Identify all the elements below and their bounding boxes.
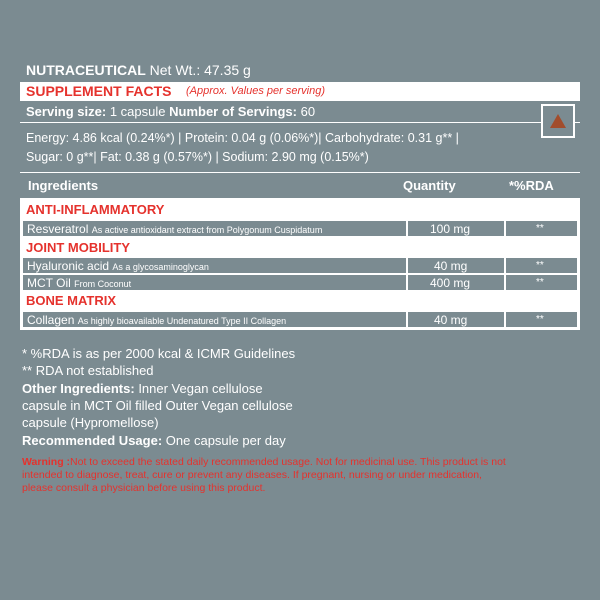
rda-footnote: * %RDA is as per 2000 kcal & ICMR Guidelines (22, 346, 296, 361)
non-veg-triangle-icon (550, 114, 566, 128)
table-row (22, 274, 407, 291)
quantity-cell (407, 311, 505, 328)
ingredient-name: MCT Oil (27, 276, 71, 290)
ingredient-quantity: 40 mg (434, 259, 468, 273)
supplement-facts-title: SUPPLEMENT FACTS (26, 83, 172, 99)
serving-size-value: 1 capsule (109, 104, 166, 119)
warning-line-1 (22, 456, 506, 468)
ingredient-rda: ** (536, 223, 544, 234)
rda-cell (505, 311, 578, 328)
table-row (22, 220, 407, 237)
ingredient-rda: ** (536, 277, 544, 288)
ingredient-quantity: 40 mg (434, 313, 468, 327)
ingredient-note: As active antioxidant extract from Polygonum Cuspidatum (91, 225, 323, 235)
other-ingredients-line-3: capsule (Hypromellose) (22, 415, 159, 430)
other-ingredients-line-1 (22, 381, 263, 396)
recommended-usage-value: One capsule per day (165, 433, 286, 448)
table-row (22, 257, 407, 274)
ingredient-note: From Coconut (74, 279, 132, 289)
other-ingredients-line-2: capsule in MCT Oil filled Outer Vegan cellulose (22, 398, 293, 413)
section-title-joint-mobility: JOINT MOBILITY (26, 240, 130, 255)
col-header-ingredients: Ingredients (28, 178, 99, 193)
ingredient-note: As a glycosaminoglycan (112, 262, 209, 272)
ingredient-rda: ** (536, 260, 544, 271)
warning-text: Not to exceed the stated daily recommended usage. Not for medicinal use. This product is not (70, 456, 506, 468)
brand-name: NUTRACEUTICAL (26, 62, 146, 78)
net-weight: Net Wt.: 47.35 g (149, 62, 251, 78)
rda-cell (505, 220, 578, 237)
warning-label: Warning : (22, 456, 71, 468)
non-veg-mark (541, 104, 575, 138)
header-line (26, 62, 251, 78)
rda-cell (505, 274, 578, 291)
servings-count-value: 60 (300, 104, 316, 119)
rda-cell (505, 257, 578, 274)
other-ingredients-label: Other Ingredients: (22, 381, 135, 396)
nutrition-line-1: Energy: 4.86 kcal (0.24%*) | Protein: 0.04 g (0.06%*)| Carbohydrate: 0.31 g** | (26, 131, 459, 145)
quantity-cell (407, 220, 505, 237)
ingredient-quantity: 100 mg (430, 222, 471, 236)
supplement-facts-band (20, 82, 580, 101)
warning-line-2: intended to diagnose, treat, cure or prevent any diseases. If pregnant, nursing or under medication, (22, 469, 482, 481)
supplement-facts-subtitle: (Approx. Values per serving) (186, 85, 325, 97)
ingredient-name: Hyaluronic acid (27, 259, 110, 273)
serving-line (26, 104, 315, 119)
servings-count-label: Number of Servings: (169, 104, 297, 119)
serving-size-label: Serving size: (26, 104, 107, 119)
warning-line-3: please consult a physician before using this product. (22, 482, 266, 494)
nutrition-line-2: Sugar: 0 g**| Fat: 0.38 g (0.57%*) | Sodium: 2.90 mg (0.15%*) (26, 150, 369, 164)
quantity-cell (407, 274, 505, 291)
ingredients-table (20, 198, 580, 330)
section-title-bone-matrix: BONE MATRIX (26, 293, 117, 308)
ingredient-note: As highly bioavailable Undenatured Type II Collagen (77, 316, 287, 326)
ingredient-name: Collagen (27, 313, 75, 327)
ingredient-quantity: 400 mg (430, 276, 471, 290)
quantity-cell (407, 257, 505, 274)
ingredient-name: Resveratrol (27, 222, 89, 236)
recommended-usage (22, 433, 286, 448)
ingredient-rda: ** (536, 314, 544, 325)
rda-not-established: ** RDA not established (22, 363, 154, 378)
section-title-anti-inflammatory: ANTI-INFLAMMATORY (26, 202, 165, 217)
table-top-rule (20, 172, 580, 173)
other-ingredients-text: Inner Vegan cellulose (138, 381, 263, 396)
recommended-usage-label: Recommended Usage: (22, 433, 163, 448)
col-header-quantity: Quantity (403, 178, 456, 193)
divider (20, 122, 580, 123)
table-row (22, 311, 407, 328)
col-header-rda: *%RDA (509, 178, 554, 193)
